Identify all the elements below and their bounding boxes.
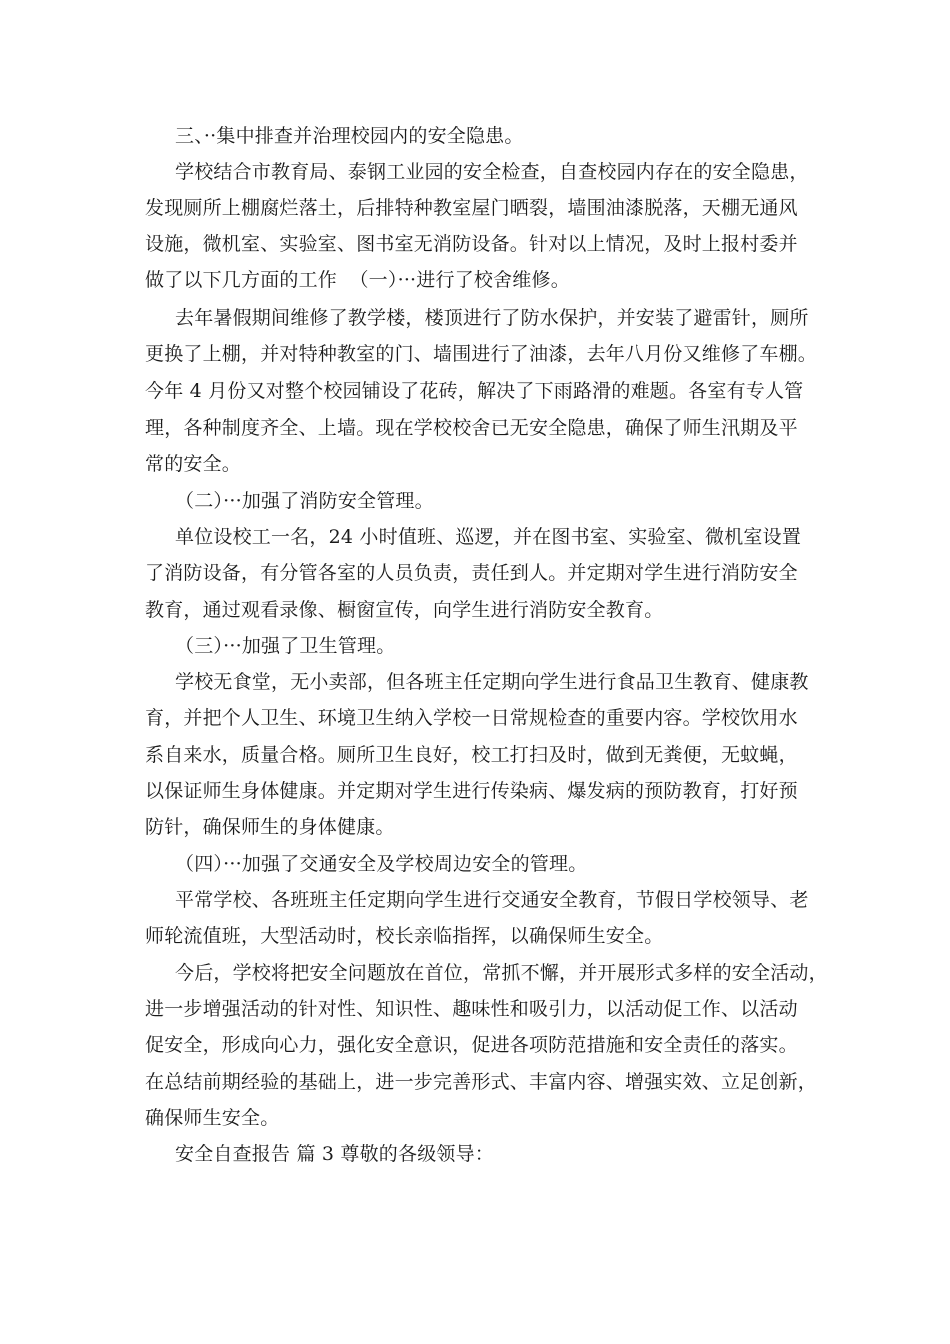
text-line: 平常学校、各班班主任定期向学生进行交通安全教育，节假日学校领导、老 (175, 889, 809, 911)
text-line: 更换了上棚，并对特种教室的门、墙围进行了油漆，去年八月份又维修了车棚。 (145, 343, 818, 365)
text-line: 系自来水，质量合格。厕所卫生良好，校工打扫及时，做到无粪便，无蚊蝇， (145, 744, 798, 766)
text-line: 设施，微机室、实验室、图书室无消防设备。针对以上情况，及时上报村委并 (145, 233, 798, 255)
text-line: 师轮流值班，大型活动时，校长亲临指挥，以确保师生安全。 (145, 925, 664, 947)
text-line: 安全自查报告 篇 3 尊敬的各级领导： (175, 1143, 495, 1165)
text-line: 发现厕所上棚腐烂落土，后排特种教室屋门晒裂，墙围油漆脱落，天棚无通风 (145, 197, 798, 219)
text-line: 促安全，形成向心力，强化安全意识，促进各项防范措施和安全责任的落实。 (145, 1034, 798, 1056)
text-line: 进一步增强活动的针对性、知识性、趣味性和吸引力，以活动促工作、以活动 (145, 998, 798, 1020)
text-line: （二）···加强了消防安全管理。 (175, 490, 434, 512)
text-line: 学校结合市教育局、泰钢工业园的安全检查，自查校园内存在的安全隐患， (175, 161, 809, 183)
text-line: 教育，通过观看录像、橱窗宣传，向学生进行消防安全教育。 (145, 599, 664, 621)
text-line: 确保师生安全。 (145, 1107, 280, 1129)
text-line: 在总结前期经验的基础上，进一步完善形式、丰富内容、增强实效、立足创新， (145, 1071, 818, 1093)
text-line: 常的安全。 (145, 453, 242, 475)
text-line: 以保证师生身体健康。并定期对学生进行传染病、爆发病的预防教育，打好预 (145, 780, 798, 802)
text-line: 去年暑假期间维修了教学楼，楼顶进行了防水保护，并安装了避雷针，厕所 (175, 307, 809, 329)
text-line: 学校无食堂，无小卖部，但各班主任定期向学生进行食品卫生教育、健康教 (175, 671, 809, 693)
text-line: 了消防设备，有分管各室的人员负责，责任到人。并定期对学生进行消防安全 (145, 562, 798, 584)
text-line: （四）···加强了交通安全及学校周边安全的管理。 (175, 853, 588, 875)
text-line: 三、··集中排查并治理校园内的安全隐患。 (175, 125, 524, 147)
text-line: 做了以下几方面的工作 （一）···进行了校舍维修。 (145, 269, 570, 291)
text-line: （三）···加强了卫生管理。 (175, 635, 396, 657)
text-line: 今后，学校将把安全问题放在首位，常抓不懈，并开展形式多样的安全活动， (175, 962, 828, 984)
text-line: 理，各种制度齐全、上墙。现在学校校舍已无安全隐患，确保了师生汛期及平 (145, 417, 798, 439)
text-line: 防针，确保师生的身体健康。 (145, 816, 395, 838)
text-line: 今年 4 月份又对整个校园铺设了花砖，解决了下雨路滑的难题。各室有专人管 (145, 380, 804, 402)
text-line: 单位设校工一名，24 小时值班、巡逻，并在图书室、实验室、微机室设置 (175, 526, 802, 548)
text-line: 育，并把个人卫生、环境卫生纳入学校一日常规检查的重要内容。学校饮用水 (145, 707, 798, 729)
